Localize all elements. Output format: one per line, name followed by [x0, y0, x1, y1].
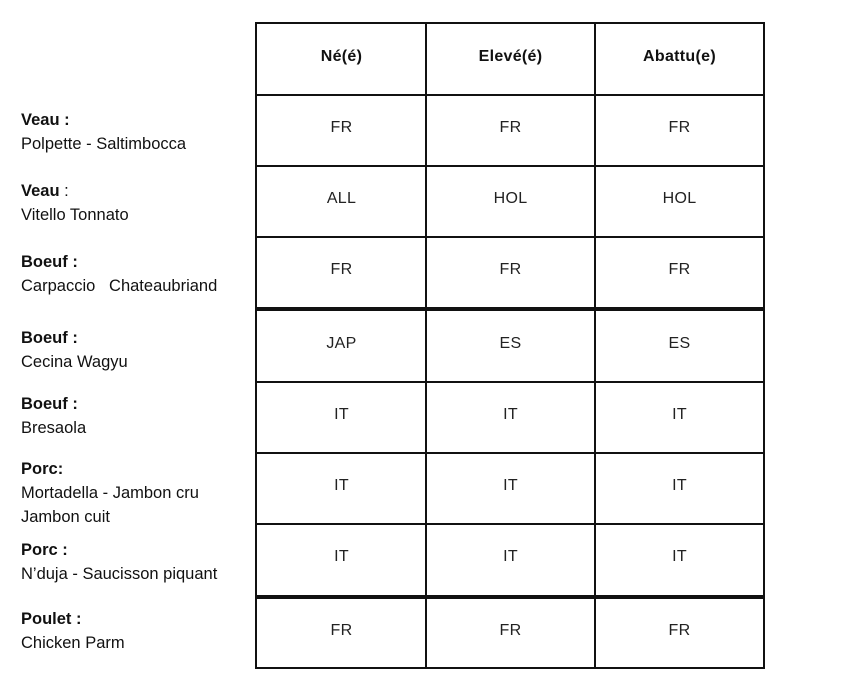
row-label-poulet [21, 607, 256, 655]
category-separator: : [59, 182, 69, 200]
table-cell: FR [668, 261, 691, 278]
table-cell: JAP [326, 335, 357, 352]
column-header-born: Né(é) [320, 48, 363, 65]
category-separator: : [57, 541, 68, 559]
category-name: Porc [21, 460, 58, 478]
category-name: Boeuf [21, 329, 68, 347]
table-cell: HOL [493, 190, 528, 207]
table-cell: HOL [662, 190, 697, 207]
table-cell: IT [672, 548, 687, 565]
row-divider [257, 165, 763, 167]
table-cell: IT [503, 406, 518, 423]
dish-name: Chicken Parm [21, 634, 125, 652]
category-separator: : [71, 610, 82, 628]
column-header-raised: Elevé(é) [478, 48, 543, 65]
category-separator: : [67, 329, 78, 347]
category-name: Boeuf [21, 395, 68, 413]
table-cell: IT [672, 477, 687, 494]
table-cell: IT [334, 406, 349, 423]
table-cell: IT [672, 406, 687, 423]
row-label-boeuf-1 [21, 250, 256, 298]
category-name: Veau [21, 111, 60, 129]
row-label-veau-1 [21, 108, 256, 156]
category-separator: : [59, 111, 70, 129]
table-cell: IT [334, 477, 349, 494]
category-separator: : [57, 460, 64, 478]
section-divider [257, 307, 763, 311]
category-name: Boeuf [21, 253, 68, 271]
table-cell: FR [330, 622, 353, 639]
table-cell: ES [668, 335, 691, 352]
row-labels [0, 0, 256, 699]
row-divider [257, 523, 763, 525]
section-divider [257, 595, 763, 599]
dish-name-line-2: Jambon cuit [21, 508, 110, 526]
dish-name: Bresaola [21, 419, 87, 437]
table-cell: ALL [326, 190, 357, 207]
table-cell: FR [499, 622, 522, 639]
dish-name: Carpaccio Chateaubriand [21, 277, 218, 295]
category-separator: : [67, 395, 78, 413]
row-divider [257, 452, 763, 454]
table-cell: FR [499, 261, 522, 278]
category-name: Veau [21, 182, 60, 200]
row-divider [257, 236, 763, 238]
row-label-veau-2 [21, 179, 256, 227]
table-cell: FR [668, 119, 691, 136]
row-divider [257, 381, 763, 383]
column-header-slaughtered: Abattu(e) [643, 48, 716, 65]
table-cell: IT [503, 477, 518, 494]
table-cell: IT [503, 548, 518, 565]
origin-table [255, 22, 765, 669]
category-separator: : [67, 253, 78, 271]
row-label-boeuf-2 [21, 326, 256, 374]
dish-name: Polpette - Saltimbocca [21, 135, 187, 153]
dish-name: Vitello Tonnato [21, 206, 129, 224]
category-name: Poulet [21, 610, 72, 628]
table-cell: ES [499, 335, 522, 352]
row-label-porc-1 [21, 457, 256, 529]
category-name: Porc [21, 541, 58, 559]
dish-name: Cecina Wagyu [21, 353, 128, 371]
row-label-boeuf-3 [21, 392, 256, 440]
table-cell: FR [330, 119, 353, 136]
row-divider [257, 94, 763, 96]
table-cell: FR [499, 119, 522, 136]
table-cell: IT [334, 548, 349, 565]
dish-name: Mortadella - Jambon cru [21, 484, 199, 502]
row-label-porc-2 [21, 538, 256, 586]
table-cell: FR [668, 622, 691, 639]
dish-name: N’duja - Saucisson piquant [21, 565, 218, 583]
table-cell: FR [330, 261, 353, 278]
